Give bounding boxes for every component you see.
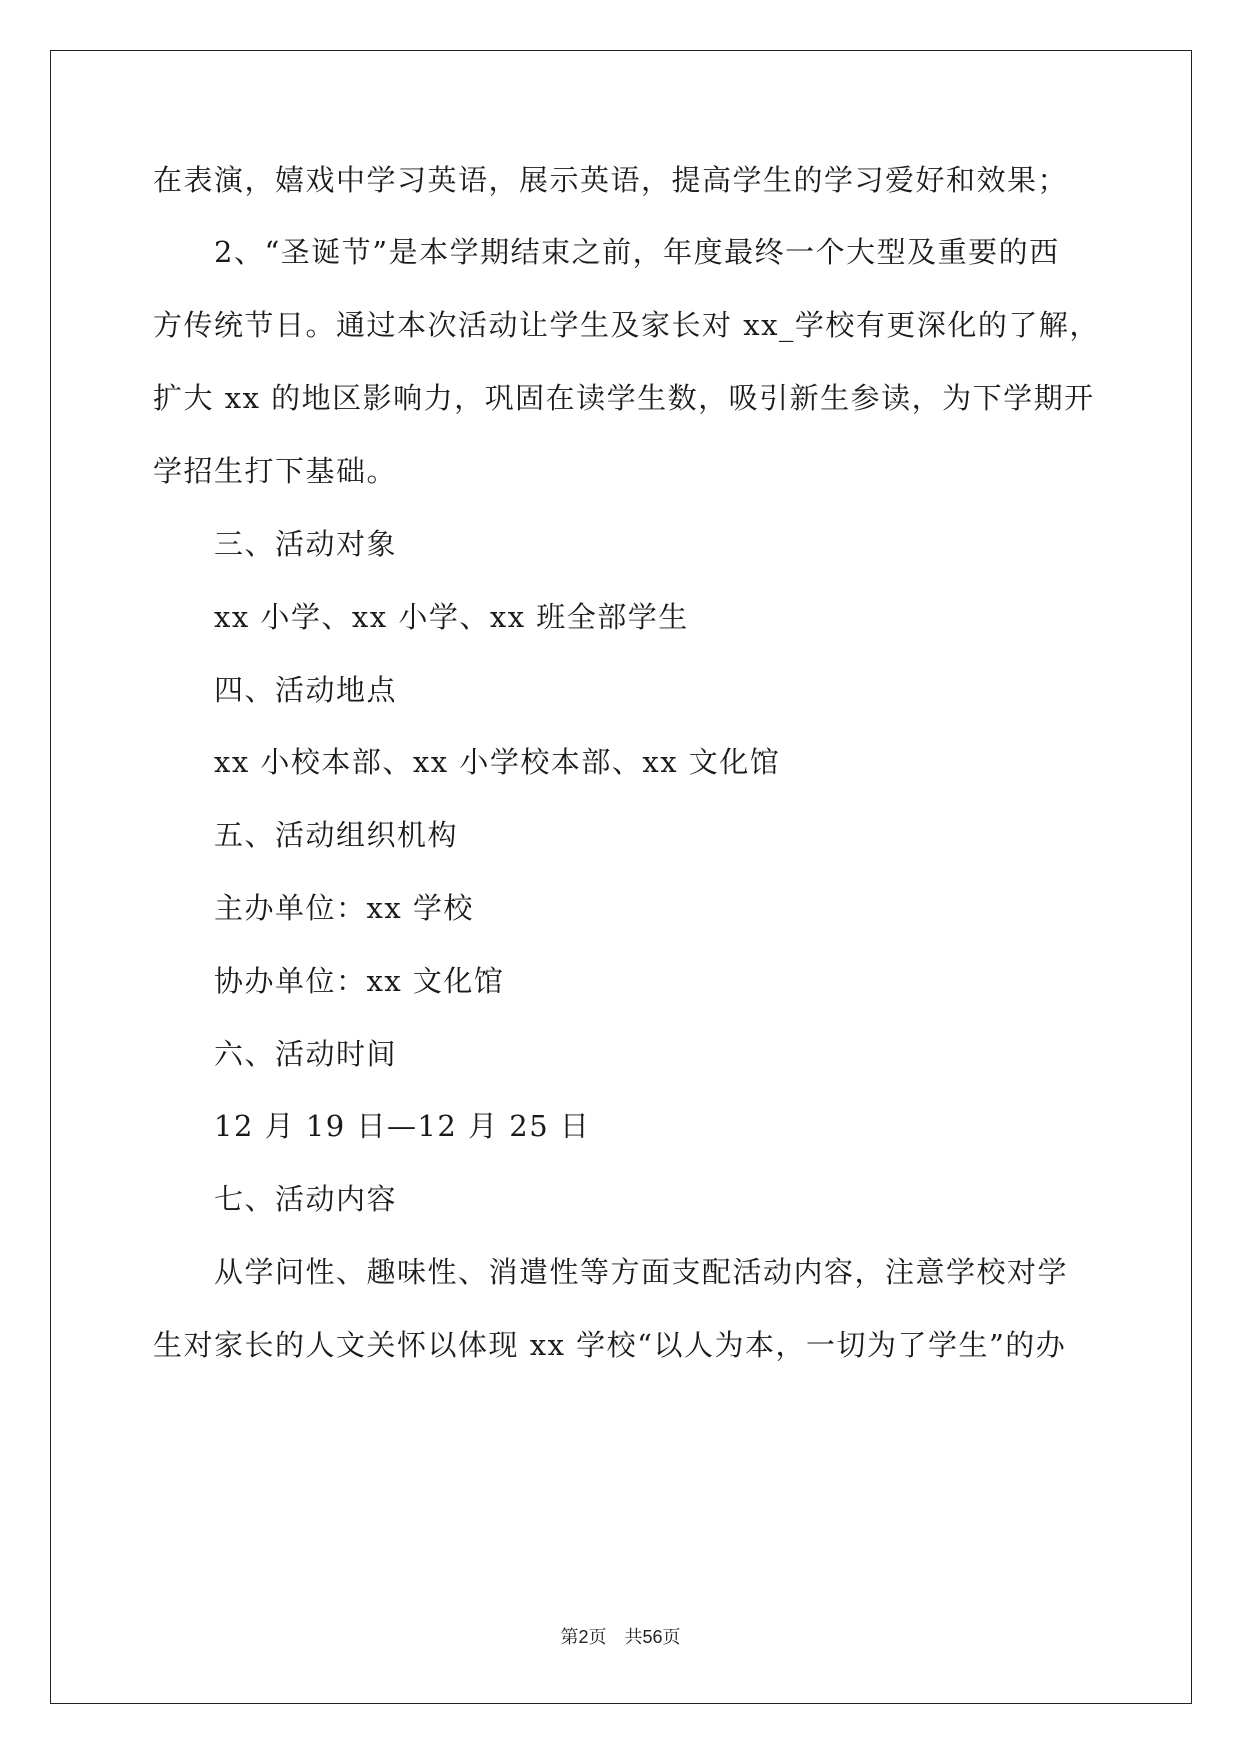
page-current: 2 bbox=[578, 1627, 589, 1647]
section-heading: 三、活动对象 bbox=[214, 527, 398, 561]
page-suffix: 页 bbox=[588, 1627, 607, 1647]
page-prefix: 第 bbox=[560, 1627, 579, 1647]
paragraph-line: xx 小学、xx 小学、xx 班全部学生 bbox=[214, 600, 689, 634]
section-heading: 七、活动内容 bbox=[214, 1182, 398, 1216]
total-suffix: 页 bbox=[662, 1627, 681, 1647]
paragraph-line: 生对家长的人文关怀以体现 xx 学校“以人为本，一切为了学生”的办 bbox=[153, 1328, 1067, 1362]
section-heading: 四、活动地点 bbox=[214, 673, 398, 707]
paragraph-line: 2、“圣诞节”是本学期结束之前，年度最终一个大型及重要的西 bbox=[214, 235, 1060, 269]
paragraph-line: 12 月 19 日—12 月 25 日 bbox=[214, 1109, 591, 1143]
page-frame bbox=[50, 50, 1192, 1704]
paragraph-line: xx 小校本部、xx 小学校本部、xx 文化馆 bbox=[214, 745, 781, 779]
section-heading: 六、活动时间 bbox=[214, 1037, 398, 1071]
paragraph-line: 在表演，嬉戏中学习英语，展示英语，提高学生的学习爱好和效果； bbox=[153, 163, 1069, 197]
paragraph-line: 主办单位：xx 学校 bbox=[214, 891, 474, 925]
page-footer bbox=[0, 1623, 1241, 1649]
paragraph-line: 从学问性、趣味性、消遣性等方面支配活动内容，注意学校对学 bbox=[214, 1255, 1069, 1289]
paragraph-line: 协办单位：xx 文化馆 bbox=[214, 964, 505, 998]
total-prefix: 共 bbox=[624, 1627, 643, 1647]
page-total: 56 bbox=[642, 1627, 663, 1647]
paragraph-line: 学招生打下基础。 bbox=[153, 454, 398, 488]
paragraph-line: 方传统节日。通过本次活动让学生及家长对 xx_学校有更深化的了解， bbox=[153, 308, 1100, 342]
section-heading: 五、活动组织机构 bbox=[214, 818, 459, 852]
paragraph-line: 扩大 xx 的地区影响力，巩固在读学生数，吸引新生参读，为下学期开 bbox=[153, 381, 1095, 415]
